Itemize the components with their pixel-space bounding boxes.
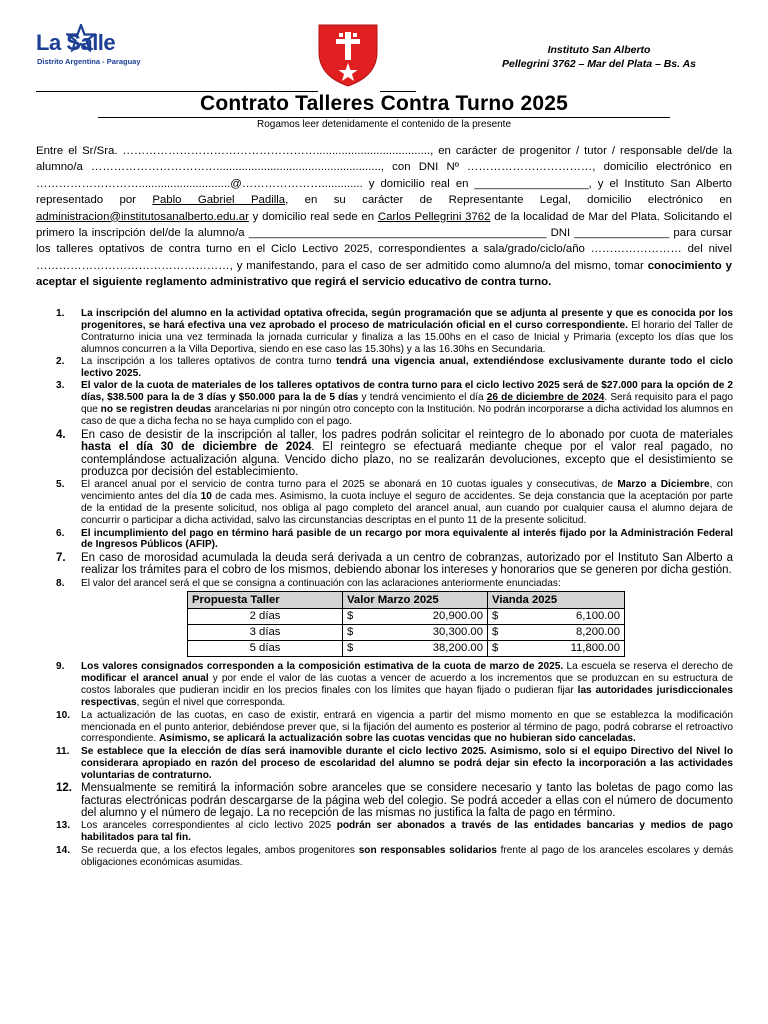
clause-bold: las autoridades jurisdiccionales respectivas [81, 685, 733, 709]
clause-bold: no se registren deudas [100, 404, 212, 416]
clause-number: 2. [56, 356, 65, 368]
clause-number: 8. [56, 577, 65, 589]
clause-bold: modificar el arancel anual [81, 673, 209, 685]
clause-6 [36, 528, 733, 552]
clause-bold: Se establece que la elección de días será inamovible durante el ciclo lectivo 2025. Asimismo, solo si el equipo Directivo del Nivel lo considerara apropiado en razón del proceso de escolaridad del alumno se podrá dejar sin efecto la incorporación a las actividades voluntarias de contraturno. [81, 745, 733, 781]
cell-vianda [488, 609, 625, 625]
document-subtitle: Rogamos leer detenidamente el contenido de la presente [256, 119, 512, 130]
clause-text: y tendrá vencimiento el día [358, 392, 487, 404]
clause-number: 14. [56, 844, 71, 856]
amount: 8,200.00 [576, 626, 620, 639]
clause-list [36, 308, 733, 869]
clause-bold: tendrá una vigencia anual, extendiéndose exclusivamente durante todo el ciclo lectivo 2025. [81, 356, 733, 380]
clause-text: La inscripción a los talleres optativos de contra turno [81, 356, 337, 368]
cell-march [343, 609, 488, 625]
intro-text-c: y domicilio real sede en [248, 210, 378, 223]
amount: 20,900.00 [432, 610, 483, 623]
currency-sign: $ [347, 626, 354, 639]
intro-bold: conocimiento y aceptar el siguiente reglamento administrativo que regirá el servicio educativo de contra turno. [36, 259, 732, 289]
cell-vianda [488, 625, 625, 641]
clause-3 [36, 380, 733, 428]
school-address: Carlos Pellegrini 3762 [377, 210, 491, 223]
clause-bold: El valor de la cuota de materiales de los talleres optativos de contra turno para el ciclo lectivo 2025 será de $27.000 para la opción de 2 días, $38.500 para la de 3 días y $50.000 para la de 5 días [81, 380, 733, 404]
clause-number: 11. [56, 745, 70, 757]
table-row [188, 641, 625, 657]
clause-12 [36, 782, 733, 820]
clause-text: , según el nivel que corresponda. [136, 697, 286, 709]
clause-bold: Marzo a Diciembre [617, 479, 710, 491]
amount: 11,800.00 [570, 642, 620, 655]
school-email: administracion@institutosanalberto.edu.ar [36, 210, 249, 223]
clause-text: arancelarias ni por ningún otro concepto con la Institución. No podrán incorporarse a dicha actividad los alumnos en caso de que a dicha fecha no se haya cumplido con el pago. [81, 404, 733, 428]
clause-1 [36, 308, 733, 356]
clause-due-date: 26 de diciembre de 2024 [486, 392, 605, 404]
clause-2 [36, 356, 733, 380]
clause-8 [36, 578, 733, 658]
col-header-march: Valor Marzo 2025 [343, 592, 488, 609]
clause-bold: El incumplimiento del pago en término hará pasible de un recargo por mora equivalente al interés fijado por la Administración Federal de Ingresos Públicos (AFIP). [81, 527, 733, 551]
clause-number: 7. [56, 551, 66, 564]
currency-sign: $ [492, 626, 499, 639]
col-header-vianda: Vianda 2025 [488, 592, 625, 609]
table-row [188, 609, 625, 625]
cell-option: 2 días [188, 609, 343, 625]
clause-number: 3. [56, 380, 65, 392]
institute-info [502, 43, 696, 71]
title-underline [98, 117, 670, 118]
clause-number: 10. [56, 709, 71, 721]
clause-11 [36, 746, 733, 782]
lasalle-district: Distrito Argentina - Paraguay [37, 57, 141, 66]
clause-text: El valor del arancel será el que se consigna a continuación con las aclaraciones anteriormente enunciadas: [81, 577, 561, 589]
clause-number: 9. [56, 661, 65, 673]
amount: 30,300.00 [432, 626, 483, 639]
clause-7 [36, 552, 733, 577]
clause-text: En caso de morosidad acumulada la deuda será derivada a un centro de cobranzas, autorizado por el Instituto San Alberto a realizar los trámites para el cobro de los mismos, debiendo abonar los intereses y honorarios que se generen por dicha gestión. [81, 551, 733, 577]
representative-name: Pablo Gabriel Padilla [152, 194, 286, 207]
document-title: Contrato Talleres Contra Turno 2025 [200, 92, 568, 115]
table-row [188, 625, 625, 641]
intro-text-a: Entre el Sr/Sra. ……………………………………………...................................., en carácter de progenitor / tutor / responsable del/de la alumno/a ……………………………...................................................., con DNI Nº ……………………………, domicilio electrónico en ……………………….............................@…………………............. y domicilio real en __________________, y el Instituto San Alberto representado por [36, 145, 732, 207]
amount: 6,100.00 [576, 610, 620, 623]
clause-text: de cada mes. Asimismo, la cuota incluye el seguro de accidentes. Se deja constancia que la aceptación por parte de la entidad de la presente solicitud, nos obliga al pago completo del arancel anual, aun cuando por cualquier causa el alumno dejara de concurrir o participar a dicha actividad, salvo las circunstancias descriptas en el punto 11 de la presente solicitud. [81, 491, 733, 527]
intro-text-b: , en su carácter de Representante Legal, domicilio electrónico en [285, 194, 732, 207]
clause-number: 5. [56, 479, 65, 491]
clause-text: Los aranceles correspondientes al ciclo lectivo 2025 [81, 820, 337, 832]
currency-sign: $ [492, 610, 499, 623]
col-header-option: Propuesta Taller [188, 592, 343, 609]
cell-option: 3 días [188, 625, 343, 641]
fee-table [187, 591, 625, 657]
clause-bold: 10 [200, 491, 212, 503]
clause-text: En caso de desistir de la inscripción al taller, los padres podrán solicitar el reintegro de lo abonado por cuota de materiales [81, 428, 733, 441]
institute-name: Instituto San Alberto [547, 44, 651, 56]
currency-sign: $ [492, 642, 499, 655]
clause-14 [36, 845, 733, 869]
cell-march [343, 625, 488, 641]
clause-text: , con vencimiento antes del día [81, 479, 733, 503]
clause-number: 13. [56, 820, 71, 832]
clause-number: 6. [56, 527, 65, 539]
intro-text-d: de la localidad de Mar del Plata. Solicitando el primero la inscripción del/de la alumno/a _______________________________________________ DNI _______________ para cursar los talleres optativos de contra turno en el Ciclo Lectivo 2025, correspondientes a sala/grado/ciclo/año …………………… del nivel ……………………………………………, y manifestando, para el caso de ser admitido como alumno/a del mismo, tomar [36, 210, 732, 272]
lasalle-wordmark: La Salle [36, 30, 116, 55]
clause-text: . El reintegro se efectuará mediante cheque por el valor real pagado, no contemplándose actualización alguna. Vencido dicho plazo, no se realizarán devoluciones, excepto que el desistimiento se produzca por decisión del establecimiento. [81, 441, 733, 479]
fee-table-header-row [188, 592, 625, 609]
clause-text: . Será requisito para el pago que [81, 392, 733, 416]
clause-bold: podrán ser abonados a través de las entidades bancarias y medios de pago habilitados para tal fin. [81, 820, 733, 844]
clause-13 [36, 820, 733, 844]
clause-text: Mensualmente se remitirá la información sobre aranceles que se considere necesario y tanto las boletas de pago como las facturas electrónicas podrán descargarse de la página web del colegio. Se podrá acceder a ellas con el número de documento del alumno y el número de legajo. La no recepción de las mismas no justifica la falta de pago en término. [81, 782, 733, 820]
cell-option: 5 días [188, 641, 343, 657]
lasalle-logo [36, 26, 156, 72]
clause-text: El horario del Taller de Contraturno inicia una vez terminada la jornada curricular y finaliza a las 15.00hs en el caso de Inicial y Primaria (excepto los días que los alumnos concurren a la Villa Deportiva, siendo en ese caso las 15.30hs) y a las 16.30hs en Secundaria. [81, 319, 733, 355]
cell-vianda [488, 641, 625, 657]
clause-text: y por ende el valor de las cuotas a vencer de acuerdo a los incrementos que se produzcan en su estructura de costos laborales que pudieran incidir en los precios finales con los límites que hayan fijado o pudieran fijar [81, 673, 733, 697]
clause-bold: son responsables solidarios [358, 844, 497, 856]
clause-number: 4. [56, 428, 66, 441]
institute-address: Pellegrini 3762 – Mar del Plata – Bs. As [502, 58, 696, 70]
clause-number: 1. [56, 308, 65, 319]
clause-text: El arancel anual por el servicio de contra turno para el 2025 se abonará en 10 cuotas iguales y consecutivas, de [81, 479, 618, 491]
cell-march [343, 641, 488, 657]
intro-paragraph [36, 143, 732, 291]
amount: 38,200.00 [432, 642, 483, 655]
clause-9 [36, 661, 733, 709]
clause-10 [36, 710, 733, 746]
clause-5 [36, 479, 733, 527]
star-icon [66, 24, 96, 52]
school-shield-icon [316, 22, 380, 88]
currency-sign: $ [347, 610, 354, 623]
clause-number: 12. [56, 782, 72, 795]
currency-sign: $ [347, 642, 354, 655]
clause-text: Se recuerda que, a los efectos legales, ambos progenitores [81, 844, 359, 856]
clause-bold: hasta el día 30 de diciembre de 2024 [81, 441, 312, 454]
clause-text: La actualización de las cuotas, en caso de existir, entrará en vigencia a partir del mismo momento en que se establezca la modificación mencionada en el punto anterior, debiéndose prever que, si la fijación del aumento es posterior al término de pago, podrá cobrarse el retroactivo correspondiente. [81, 709, 733, 745]
clause-text: frente al pago de los aranceles escolares y demás obligaciones económicas asumidas. [81, 844, 734, 868]
clause-bold: Los valores consignados corresponden a la composición estimativa de la cuota de marzo de 2025. [81, 661, 564, 673]
clause-bold: Asimismo, se aplicará la actualización sobre las cuotas vencidas que no hubieran sido canceladas. [159, 733, 636, 745]
clause-bold: La inscripción del alumno en la actividad optativa ofrecida, según programación que se adjunta al presente y que es conocida por los progenitores, se hará efectiva una vez aprobado el proceso de matriculación oficial en el curso correspondiente. [81, 308, 733, 331]
clause-4 [36, 429, 733, 479]
clause-text: La escuela se reserva el derecho de [563, 661, 733, 673]
